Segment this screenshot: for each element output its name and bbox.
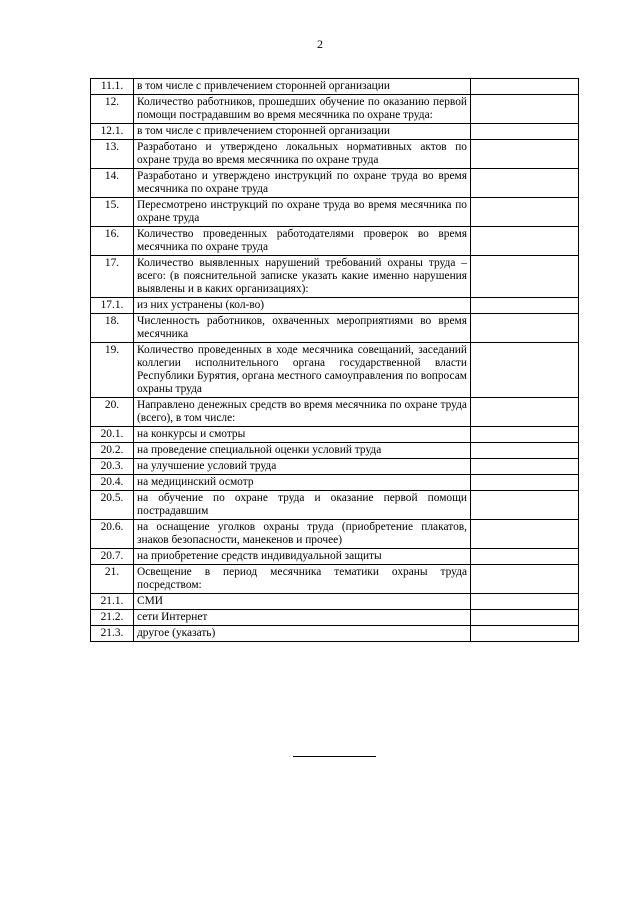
row-description: на проведение специальной оценки условий труда: [134, 443, 471, 459]
row-description: Количество работников, прошедших обучение по оказанию первой помощи пострадавшим во время месячника по охране труда:: [134, 95, 471, 124]
row-value-cell[interactable]: [471, 491, 579, 520]
row-value-cell[interactable]: [471, 549, 579, 565]
row-number: 20.1.: [91, 427, 134, 443]
row-description: другое (указать): [134, 626, 471, 642]
row-value-cell[interactable]: [471, 427, 579, 443]
row-description: Количество проведенных работодателями проверок во время месячника по охране труда: [134, 227, 471, 256]
table-row: [91, 343, 579, 398]
row-number: 16.: [91, 227, 134, 256]
table-row: [91, 475, 579, 491]
row-description: в том числе с привлечением сторонней организации: [134, 79, 471, 95]
report-table: [90, 78, 579, 642]
row-value-cell[interactable]: [471, 298, 579, 314]
row-number: 15.: [91, 198, 134, 227]
row-value-cell[interactable]: [471, 565, 579, 594]
row-number: 14.: [91, 169, 134, 198]
row-description: на приобретение средств индивидуальной защиты: [134, 549, 471, 565]
row-value-cell[interactable]: [471, 79, 579, 95]
row-number: 20.: [91, 398, 134, 427]
row-number: 20.5.: [91, 491, 134, 520]
row-description: Пересмотрено инструкций по охране труда во время месячника по охране труда: [134, 198, 471, 227]
table-row: [91, 427, 579, 443]
row-number: 12.: [91, 95, 134, 124]
row-description: Количество выявленных нарушений требований охраны труда – всего: (в пояснительной записке указать какие именно нарушения выявлены и в каких организациях):: [134, 256, 471, 298]
row-description: на конкурсы и смотры: [134, 427, 471, 443]
row-description: на оснащение уголков охраны труда (приобретение плакатов, знаков безопасности, манекенов и прочее): [134, 520, 471, 549]
row-number: 12.1.: [91, 124, 134, 140]
row-value-cell[interactable]: [471, 475, 579, 491]
row-value-cell[interactable]: [471, 95, 579, 124]
row-number: 20.6.: [91, 520, 134, 549]
table-row: [91, 626, 579, 642]
table-row: [91, 227, 579, 256]
table-row: [91, 169, 579, 198]
table-row: [91, 256, 579, 298]
row-value-cell[interactable]: [471, 594, 579, 610]
row-number: 19.: [91, 343, 134, 398]
row-number: 17.1.: [91, 298, 134, 314]
end-divider-line: [293, 756, 376, 757]
row-value-cell[interactable]: [471, 626, 579, 642]
row-number: 21.1.: [91, 594, 134, 610]
row-description: из них устранены (кол-во): [134, 298, 471, 314]
page-number: 2: [317, 37, 323, 51]
row-number: 21.2.: [91, 610, 134, 626]
row-description: Разработано и утверждено инструкций по охране труда во время месячника по охране труда: [134, 169, 471, 198]
row-description: в том числе с привлечением сторонней организации: [134, 124, 471, 140]
row-number: 20.2.: [91, 443, 134, 459]
row-description: Разработано и утверждено локальных нормативных актов по охране труда во время месячника по охране труда: [134, 140, 471, 169]
row-description: СМИ: [134, 594, 471, 610]
table-row: [91, 610, 579, 626]
row-value-cell[interactable]: [471, 459, 579, 475]
row-value-cell[interactable]: [471, 124, 579, 140]
row-value-cell[interactable]: [471, 398, 579, 427]
row-number: 20.3.: [91, 459, 134, 475]
table-row: [91, 398, 579, 427]
report-table-body: [91, 79, 579, 642]
row-description: Численность работников, охваченных мероприятиями во время месячника: [134, 314, 471, 343]
row-value-cell[interactable]: [471, 443, 579, 459]
row-value-cell[interactable]: [471, 227, 579, 256]
table-row: [91, 124, 579, 140]
row-number: 20.4.: [91, 475, 134, 491]
table-row: [91, 298, 579, 314]
row-value-cell[interactable]: [471, 140, 579, 169]
table-row: [91, 79, 579, 95]
row-value-cell[interactable]: [471, 343, 579, 398]
row-number: 21.3.: [91, 626, 134, 642]
row-description: Направлено денежных средств во время месячника по охране труда (всего), в том числе:: [134, 398, 471, 427]
row-number: 21.: [91, 565, 134, 594]
row-description: на обучение по охране труда и оказание первой помощи пострадавшим: [134, 491, 471, 520]
table-row: [91, 459, 579, 475]
table-row: [91, 565, 579, 594]
row-description: Освещение в период месячника тематики охраны труда посредством:: [134, 565, 471, 594]
row-value-cell[interactable]: [471, 314, 579, 343]
row-value-cell[interactable]: [471, 198, 579, 227]
table-row: [91, 491, 579, 520]
row-number: 20.7.: [91, 549, 134, 565]
row-value-cell[interactable]: [471, 169, 579, 198]
row-number: 17.: [91, 256, 134, 298]
row-number: 11.1.: [91, 79, 134, 95]
row-description: на медицинский осмотр: [134, 475, 471, 491]
table-row: [91, 314, 579, 343]
row-description: сети Интернет: [134, 610, 471, 626]
table-row: [91, 520, 579, 549]
row-value-cell[interactable]: [471, 256, 579, 298]
table-row: [91, 140, 579, 169]
table-row: [91, 95, 579, 124]
table-row: [91, 443, 579, 459]
row-number: 13.: [91, 140, 134, 169]
table-row: [91, 594, 579, 610]
table-row: [91, 549, 579, 565]
row-value-cell[interactable]: [471, 520, 579, 549]
table-row: [91, 198, 579, 227]
row-number: 18.: [91, 314, 134, 343]
row-description: на улучшение условий труда: [134, 459, 471, 475]
row-description: Количество проведенных в ходе месячника совещаний, заседаний коллегии исполнительного органа государственной власти Республики Бурятия, органа местного самоуправления по вопросам охраны труда: [134, 343, 471, 398]
row-value-cell[interactable]: [471, 610, 579, 626]
